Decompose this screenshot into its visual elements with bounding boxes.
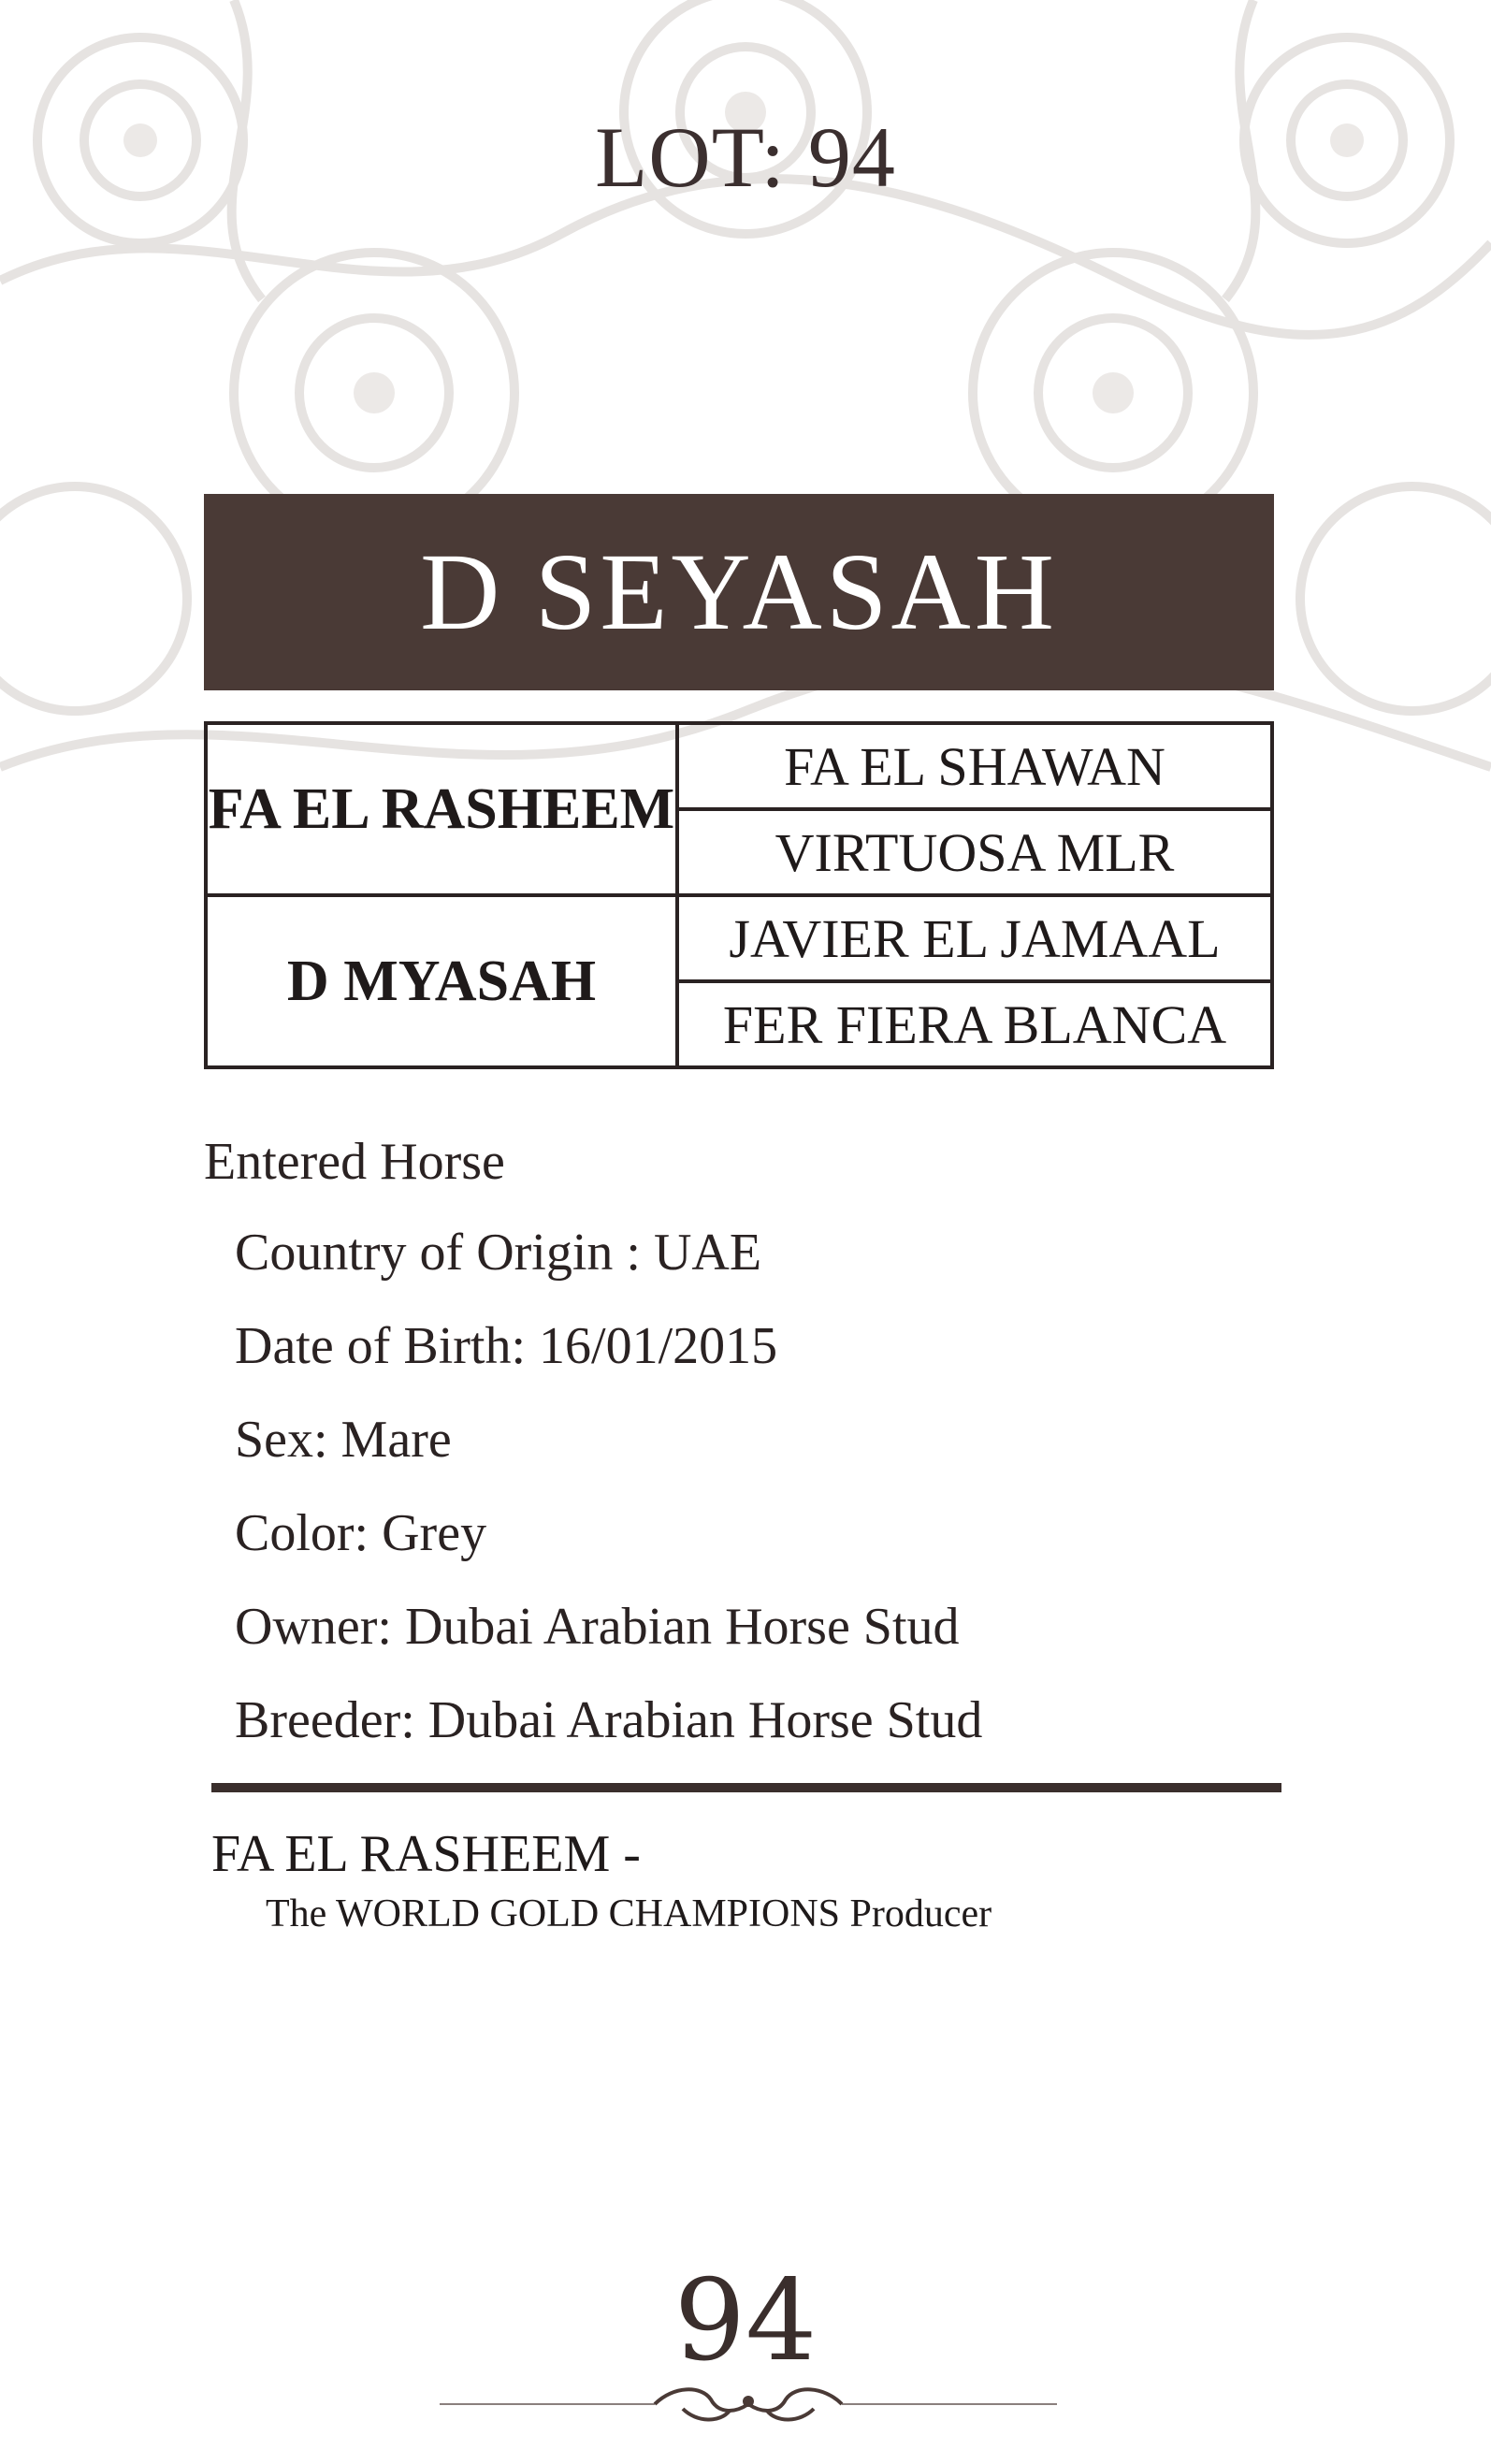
info-title: Entered Horse (204, 1133, 505, 1191)
pedigree-dam-sire: JAVIER EL JAMAAL (677, 895, 1272, 981)
pedigree-row-dam-line (206, 895, 1272, 981)
info-color: Color: Grey (235, 1504, 487, 1562)
lot-number-heading: LOT: 94 (595, 109, 896, 205)
pedigree-sire-sire: FA EL SHAWAN (677, 723, 1272, 809)
pedigree-dam-dam: FER FIERA BLANCA (677, 981, 1272, 1067)
pedigree-sire-dam: VIRTUOSA MLR (677, 809, 1272, 895)
horse-info-section (204, 1132, 1289, 1781)
info-sex: Sex: Mare (235, 1411, 452, 1469)
horse-name: D SEYASAH (420, 530, 1058, 653)
footnote-subtitle: The WORLD GOLD CHAMPIONS Producer (266, 1892, 992, 1935)
pedigree-dam: D MYASAH (206, 895, 677, 1067)
flourish-ornament-icon (440, 2381, 1057, 2428)
info-owner: Owner: Dubai Arabian Horse Stud (235, 1598, 960, 1656)
page-number: 94 (673, 2256, 818, 2386)
info-country: Country of Origin : UAE (235, 1224, 762, 1282)
footnote-title: FA EL RASHEEM - (211, 1825, 641, 1883)
pedigree-row-sire-line (206, 723, 1272, 809)
info-breeder: Breeder: Dubai Arabian Horse Stud (235, 1691, 983, 1749)
info-date-of-birth: Date of Birth: 16/01/2015 (235, 1317, 778, 1375)
divider-rule (211, 1783, 1281, 1792)
horse-name-banner (204, 494, 1274, 690)
pedigree-sire: FA EL RASHEEM (206, 723, 677, 895)
pedigree-table (204, 721, 1274, 1069)
